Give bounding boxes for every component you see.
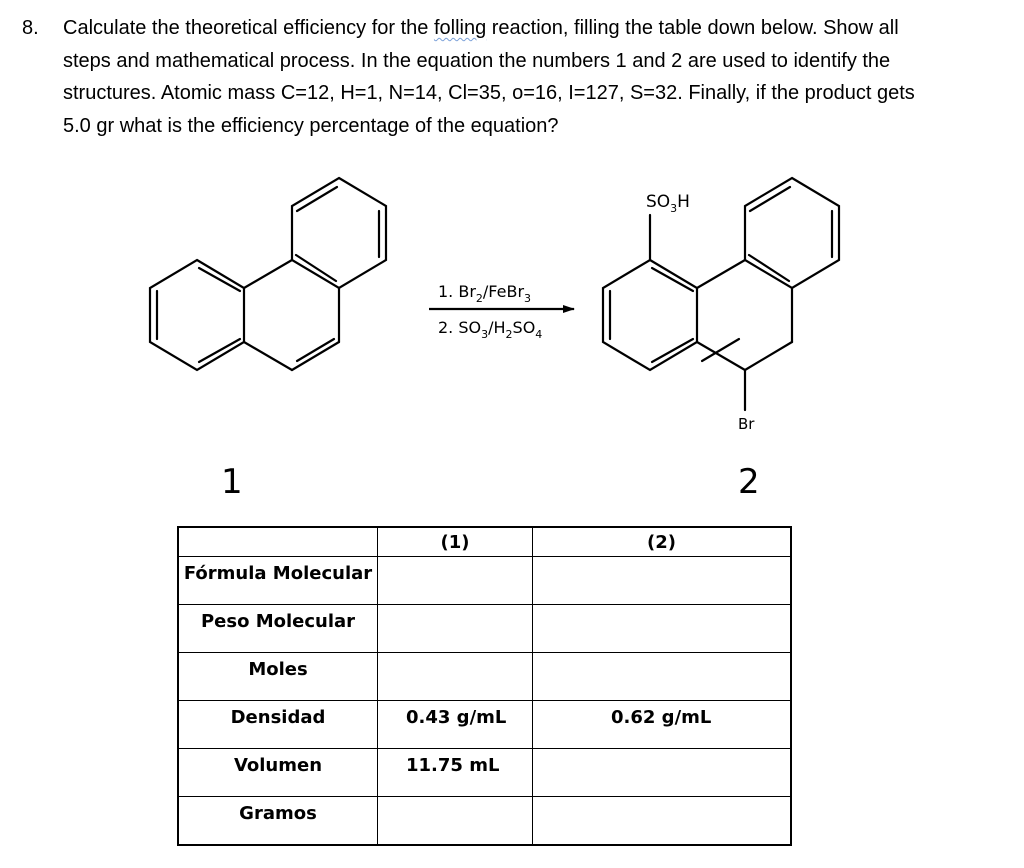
row-label: Moles	[178, 653, 378, 701]
product-structure	[603, 178, 839, 410]
table-row	[178, 557, 791, 605]
product-label: 2	[738, 462, 760, 502]
table-cell[interactable]: 0.43 g/mL	[378, 701, 533, 749]
table-cell[interactable]	[378, 653, 533, 701]
table-cell[interactable]	[378, 797, 533, 845]
reagent-line-1: 1. $Br_2/FeBr_3$	[438, 282, 532, 305]
table-cell[interactable]	[378, 605, 533, 653]
bromo-group: Br	[738, 415, 755, 433]
table-row	[178, 749, 791, 797]
question-line-2: steps and mathematical process. In the equation the numbers 1 and 2 are used to identify the	[63, 49, 891, 72]
row-label: Fórmula Molecular	[178, 557, 378, 605]
row-label: Volumen	[178, 749, 378, 797]
row-label: Peso Molecular	[178, 605, 378, 653]
table-cell[interactable]	[533, 749, 792, 797]
question-line-4: 5.0 gr what is the efficiency percentage of the equation?	[63, 114, 559, 137]
row-label: Densidad	[178, 701, 378, 749]
question-line-1: Calculate the theoretical efficiency for the folling reaction, filling the table down below. Show all	[63, 17, 899, 39]
table-cell[interactable]	[533, 605, 792, 653]
table-cell[interactable]	[533, 653, 792, 701]
table-cell[interactable]: 11.75 mL	[378, 749, 533, 797]
table-row	[178, 797, 791, 845]
table-header-compound-1: (1)	[378, 527, 533, 557]
misspelled-word: folling	[433, 17, 487, 39]
table-row	[178, 701, 791, 749]
table-cell[interactable]	[378, 557, 533, 605]
table-header-blank	[178, 527, 378, 557]
row-label: Gramos	[178, 797, 378, 845]
data-table	[177, 526, 792, 846]
table-row	[178, 653, 791, 701]
table-cell[interactable]: 0.62 g/mL	[533, 701, 792, 749]
phenanthrene-structure	[150, 178, 386, 370]
table-header-compound-2: (2)	[533, 527, 792, 557]
table-row	[178, 605, 791, 653]
reagent-line-2: 2. $SO_3/H_2SO_4$	[438, 318, 543, 341]
question-number: 8.	[22, 17, 39, 39]
table-cell[interactable]	[533, 797, 792, 845]
question-line-3: structures. Atomic mass C=12, H=1, N=14, Cl=35, o=16, I=127, S=32. Finally, if the product gets	[63, 82, 915, 104]
table-header-row	[178, 527, 791, 557]
sulfonic-acid-group: $SO_3H$	[646, 192, 690, 215]
reactant-label: 1	[221, 462, 243, 502]
table-cell[interactable]	[533, 557, 792, 605]
